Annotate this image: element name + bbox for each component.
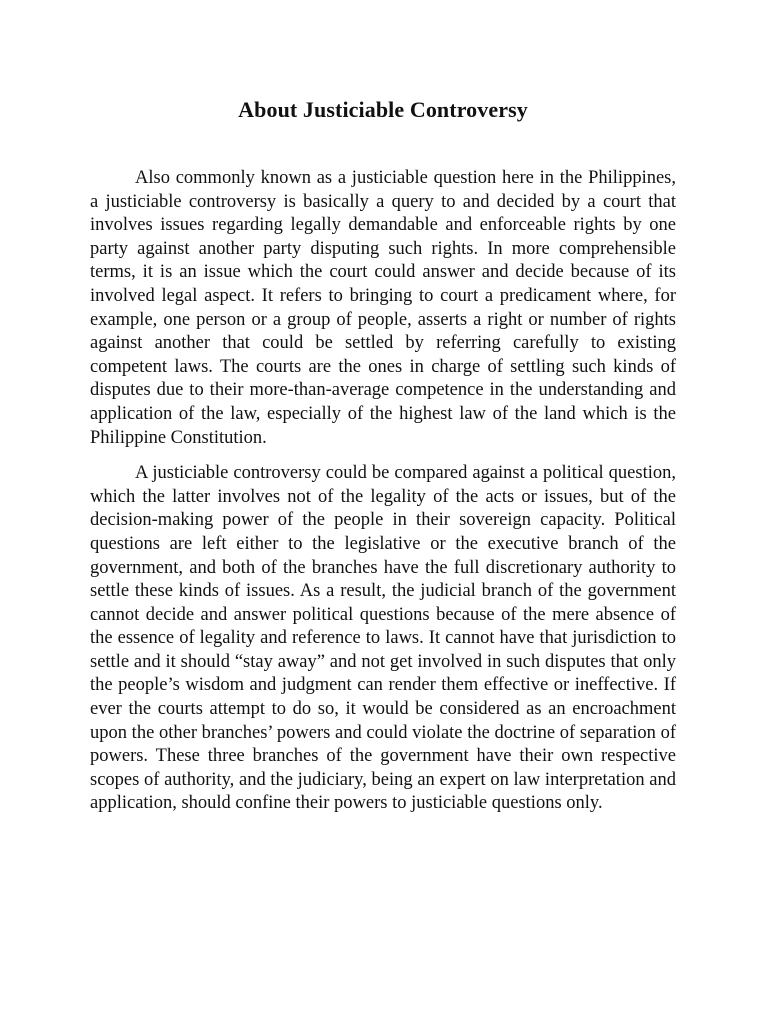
- paragraph-1: Also commonly known as a justiciable question here in the Philippines, a justiciable controversy is basically a query to and decided by a court that involves issues regarding legally demandable and enforceable rights by one party against another party disputing such rights. In more comprehensible terms, it is an issue which the court could answer and decide because of its involved legal aspect. It refers to bringing to court a predicament where, for example, one person or a group of people, asserts a right or number of rights against another that could be settled by referring carefully to existing competent laws. The courts are the ones in charge of settling such kinds of disputes due to their more-than-average competence in the understanding and application of the law, especially of the highest law of the land which is the Philippine Constitution.: [90, 168, 676, 448]
- paragraph-2: A justiciable controversy could be compared against a political question, which the latter involves not of the legality of the acts or issues, but of the decision-making power of the people in their sovereign capacity. Political questions are left either to the legislative or the executive branch of the government, and both of the branches have the full discretionary authority to settle these kinds of issues. As a result, the judicial branch of the government cannot decide and answer political questions because of the mere absence of the essence of legality and reference to laws. It cannot have that jurisdiction to settle and it should “stay away” and not get involved in such disputes that only the people’s wisdom and judgment can render them effective or ineffective. If ever the courts attempt to do so, it would be considered as an encroachment upon the other branches’ powers and could violate the doctrine of separation of powers. These three branches of the government have their own respective scopes of authority, and the judiciary, being an expert on law interpretation and application, should confine their powers to justiciable questions only.: [90, 463, 676, 814]
- document-title: About Justiciable Controversy: [238, 97, 528, 122]
